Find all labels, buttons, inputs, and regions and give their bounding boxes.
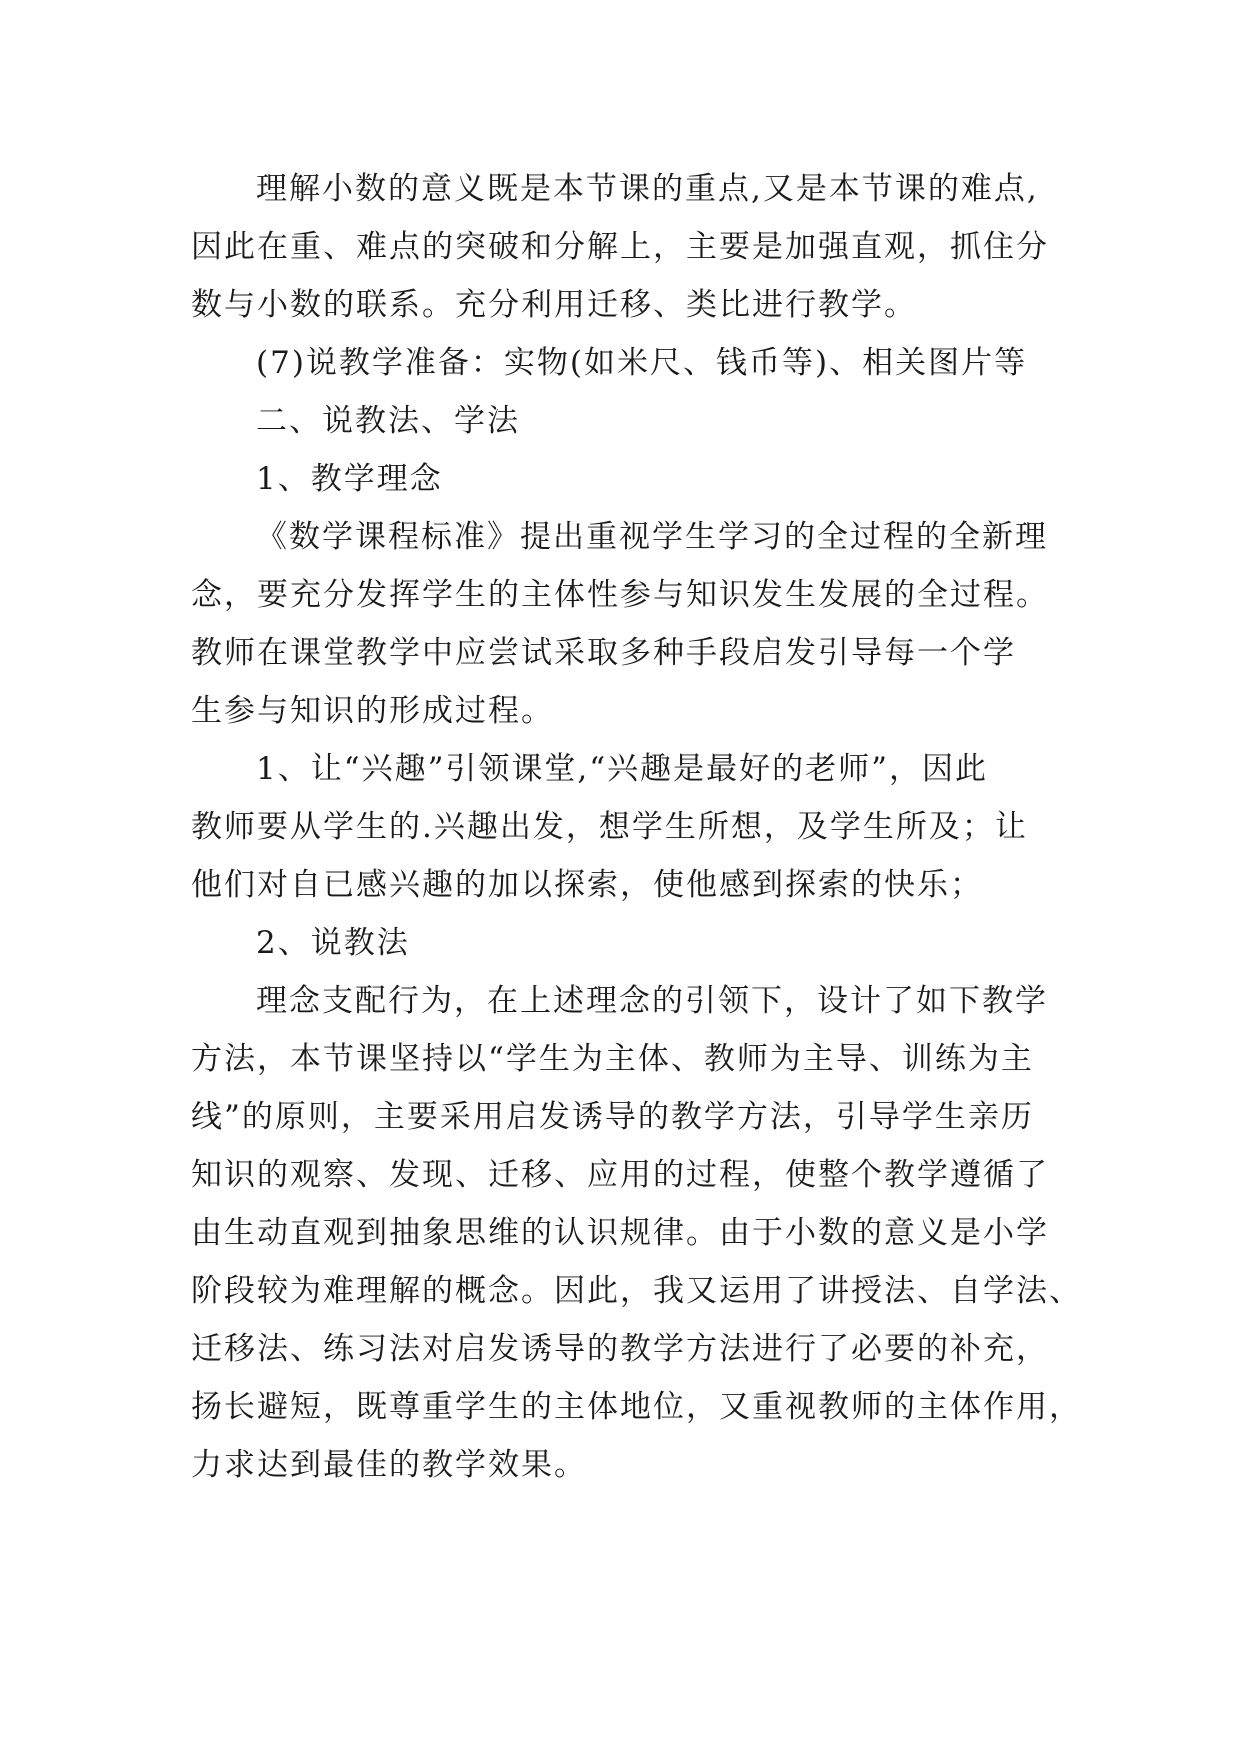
paragraph-line: 力求达到最佳的教学效果。 xyxy=(191,1447,587,1483)
paragraph-line: 教师在课堂教学中应尝试采取多种手段启发引导每一个学 xyxy=(191,635,1016,671)
paragraph-line: 理念支配行为，在上述理念的引领下，设计了如下教学 xyxy=(256,983,1048,1019)
paragraph-line: 教师要从学生的.兴趣出发，想学生所想，及学生所及；让 xyxy=(191,809,1028,845)
paragraph-line: 因此在重、难点的突破和分解上，主要是加强直观，抓住分 xyxy=(191,229,1049,265)
paragraph-line: 他们对自已感兴趣的加以探索，使他感到探索的快乐； xyxy=(191,867,983,903)
subheading-teaching-philosophy: 1、教学理念 xyxy=(256,461,443,497)
paragraph-line: 1、让“兴趣”引领课堂,“兴趣是最好的老师”，因此 xyxy=(256,751,988,787)
paragraph-line: 扬长避短，既尊重学生的主体地位，又重视教师的主体作用， xyxy=(191,1389,1082,1425)
paragraph-line: 《数学课程标准》提出重视学生学习的全过程的全新理 xyxy=(256,519,1048,555)
paragraph-line: 线”的原则，主要采用启发诱导的教学方法，引导学生亲历 xyxy=(191,1099,1034,1135)
paragraph-line: 数与小数的联系。充分利用迁移、类比进行教学。 xyxy=(191,287,917,323)
paragraph-line: 迁移法、练习法对启发诱导的教学方法进行了必要的补充， xyxy=(191,1331,1049,1367)
paragraph-line: 念，要充分发挥学生的主体性参与知识发生发展的全过程。 xyxy=(191,577,1049,613)
paragraph-line: 理解小数的意义既是本节课的重点,又是本节课的难点, xyxy=(256,171,1039,207)
section-heading-methods: 二、说教法、学法 xyxy=(256,403,520,439)
paragraph-line: 方法，本节课坚持以“学生为主体、教师为主导、训练为主 xyxy=(191,1041,1034,1077)
paragraph-line: 知识的观察、发现、迁移、应用的过程，使整个教学遵循了 xyxy=(191,1157,1049,1193)
paragraph-line: 由生动直观到抽象思维的认识规律。由于小数的意义是小学 xyxy=(191,1215,1049,1251)
paragraph-line: 生参与知识的形成过程。 xyxy=(191,693,554,729)
paragraph-line: 阶段较为难理解的概念。因此，我又运用了讲授法、自学法、 xyxy=(191,1273,1082,1309)
subheading-teaching-method: 2、说教法 xyxy=(256,925,410,961)
document-body xyxy=(191,160,1082,1494)
section-item-teaching-prep: (7)说教学准备：实物(如米尺、钱币等)、相关图片等 xyxy=(256,345,1028,381)
